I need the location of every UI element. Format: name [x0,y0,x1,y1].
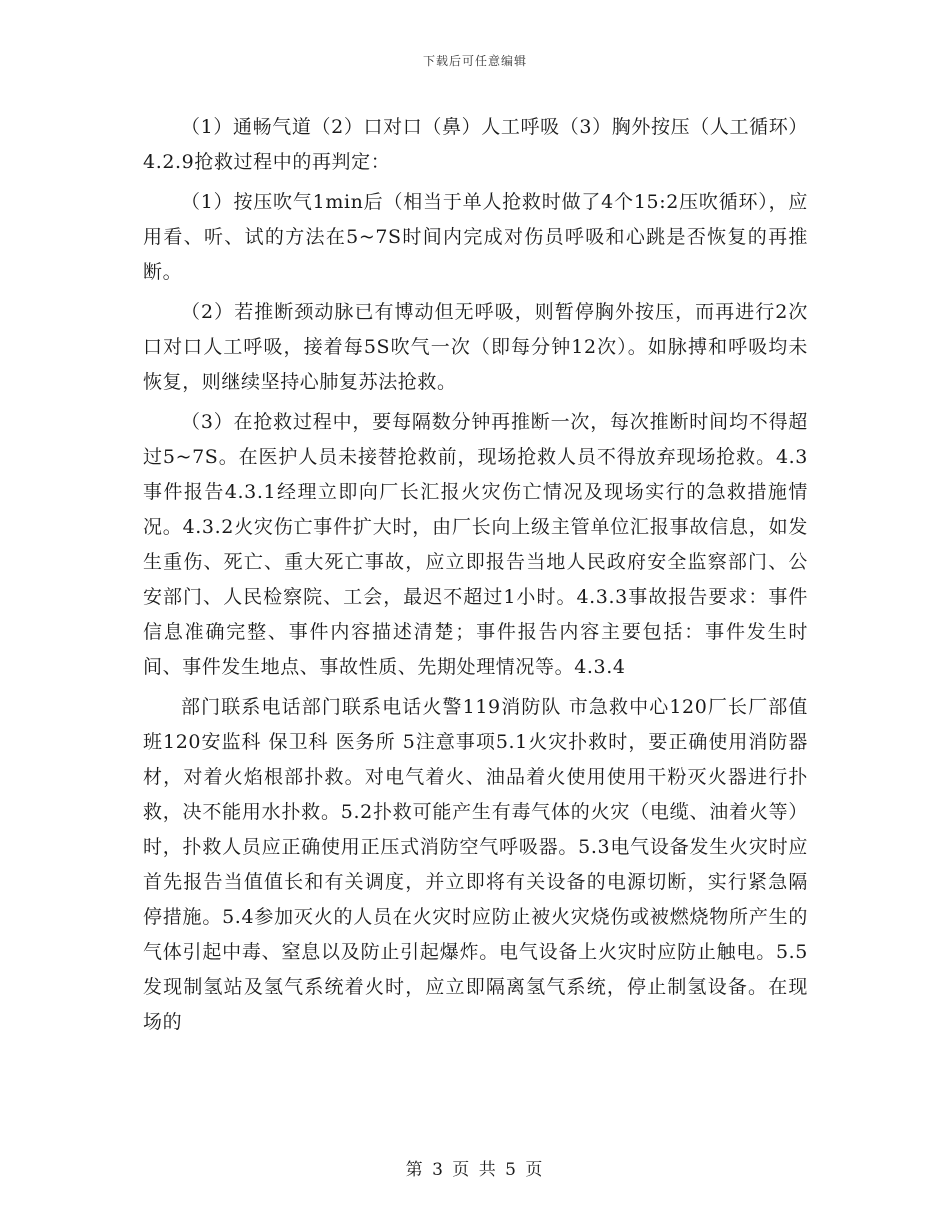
document-body [143,110,808,1045]
paragraph-4: （3）在抢救过程中，要每隔数分钟再推断一次，每次推断时间均不得超过5~7S。在医护人员未接替抢救前，现场抢救人员不得放弃现场抢救。4.3事件报告4.3.1经理立即向厂长汇报火灾伤亡情况及现场实行的急救措施情况。4.3.2火灾伤亡事件扩大时，由厂长向上级主管单位汇报事故信息，如发生重伤、死亡、重大死亡事故，应立即报告当地人民政府安全监察部门、公安部门、人民检察院、工会，最迟不超过1小时。4.3.3事故报告要求：事件信息准确完整、事件内容描述清楚；事件报告内容主要包括：事件发生时间、事件发生地点、事故性质、先期处理情况等。4.3.4 [143,411,808,678]
page-footer: 第 3 页 共 5 页 [405,1160,545,1180]
paragraph-3: （2）若推断颈动脉已有博动但无呼吸，则暂停胸外按压，而再进行2次口对口人工呼吸，接着每5S吹气一次（即每分钟12次）。如脉搏和呼吸均未恢复，则继续坚持心肺复苏法抢救。 [143,301,808,393]
page-header: 下载后可任意编辑 [422,54,527,68]
paragraph-5: 部门联系电话部门联系电话火警119消防队 市急救中心120厂长厂部值班120安监科 保卫科 医务所 5注意事项5.1火灾扑救时，要正确使用消防器材，对着火焰根部扑救。对电气着火、油品着火使用使用干粉灭火器进行扑救，决不能用水扑救。5.2扑救可能产生有毒气体的火灾（电缆、油着火等）时，扑救人员应正确使用正压式消防空气呼吸器。5.3电气设备发生火灾时应首先报告当值值长和有关调度，并立即将有关设备的电源切断，实行紧急隔停措施。5.4参加灭火的人员在火灾时应防止被火灾烧伤或被燃烧物所产生的气体引起中毒、窒息以及防止引起爆炸。电气设备上火灾时应防止触电。5.5发现制氢站及氢气系统着火时，应立即隔离氢气系统，停止制氢设备。在现场的 [143,696,808,1033]
paragraph-2: （1）按压吹气1min后（相当于单人抢救时做了4个15:2压吹循环），应用看、听、试的方法在5~7S时间内完成对伤员呼吸和心跳是否恢复的再推断。 [143,191,808,283]
paragraph-1: （1）通畅气道（2）口对口（鼻）人工呼吸（3）胸外按压（人工循环）4.2.9抢救过程中的再判定： [143,116,808,173]
